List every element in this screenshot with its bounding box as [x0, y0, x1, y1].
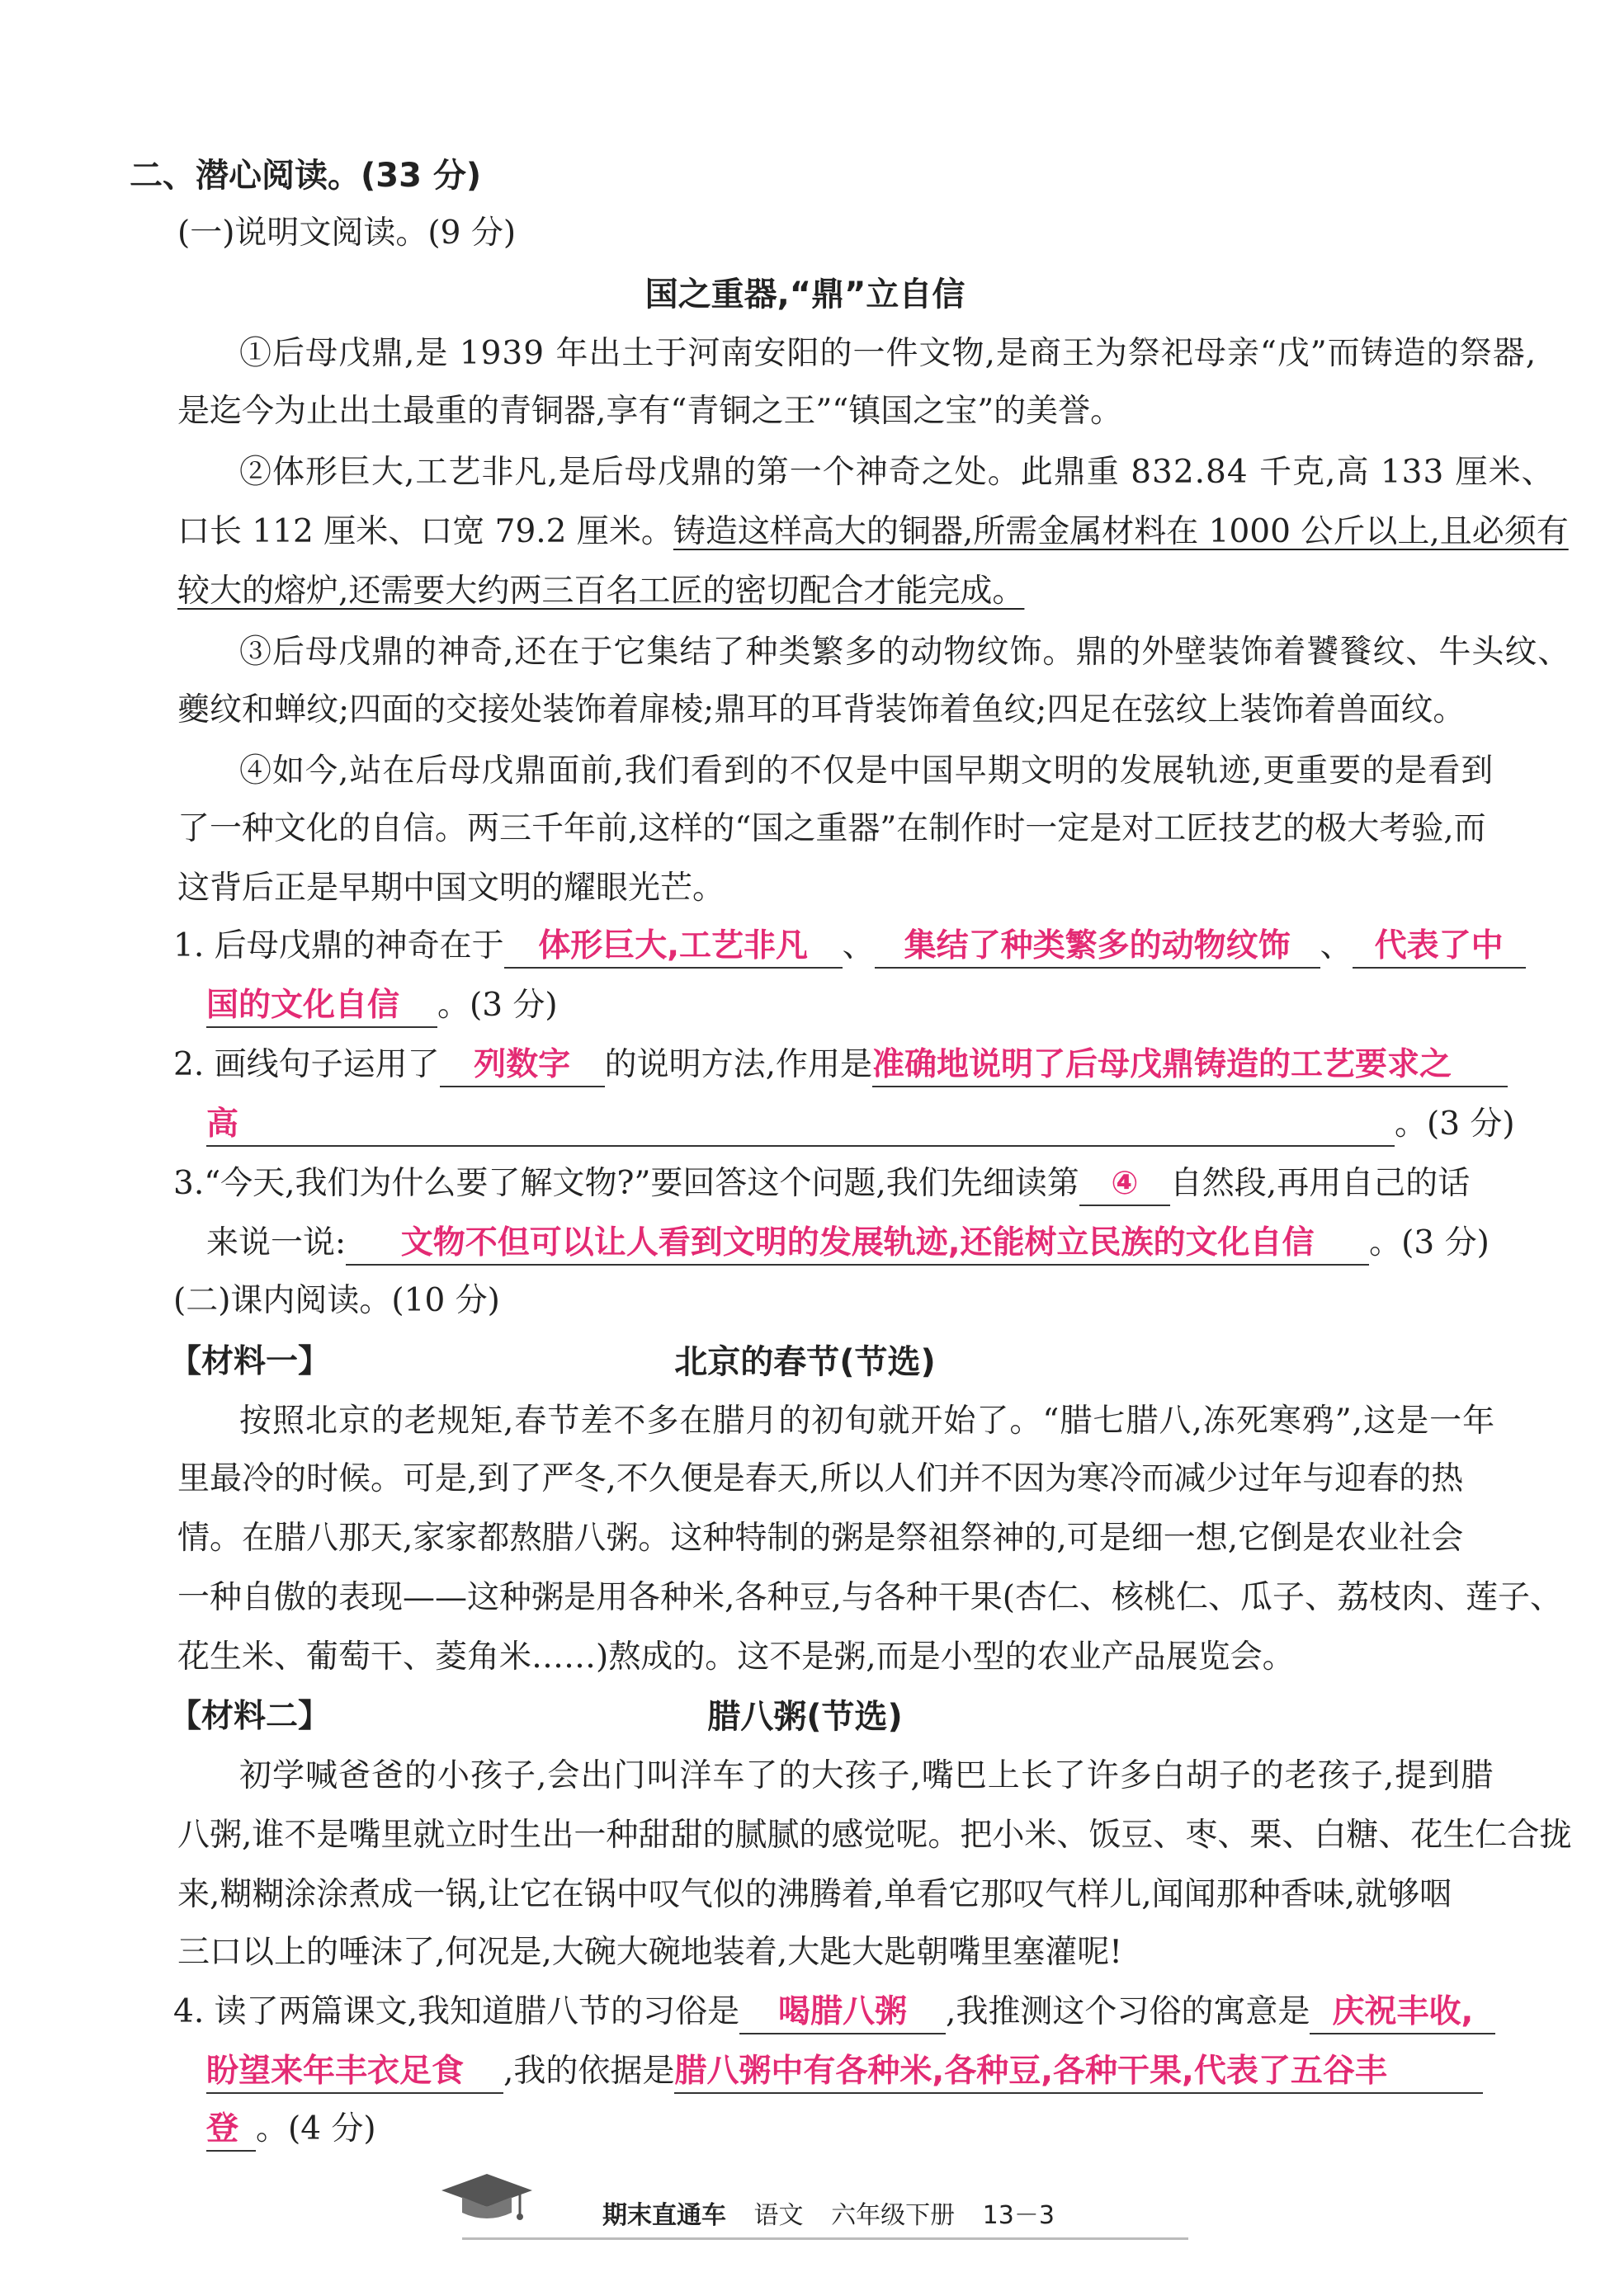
q1-answer-3a[interactable]: 代表了中 — [1353, 926, 1526, 969]
article1-title: 国之重器,“鼎”立自信 — [644, 276, 966, 314]
footer-page-number: 13－3 — [982, 2201, 1055, 2230]
q4-prefix: 4. 读了两篇课文,我知道腊八节的习俗是 — [173, 1993, 740, 2030]
question-2 — [173, 1044, 1508, 1087]
q3-line2-prefix: 来说一说: — [206, 1224, 347, 1261]
question-3-line2 — [206, 1223, 1490, 1266]
material1-title: 北京的春节(节选) — [674, 1343, 936, 1381]
material2-tag: 【材料二】 — [169, 1698, 331, 1735]
q3-answer-1[interactable]: ④ — [1079, 1163, 1170, 1206]
question-1 — [173, 926, 1526, 969]
article1-p3-line2: 夔纹和蝉纹;四面的交接处装饰着扉棱;鼎耳的耳背装饰着鱼纹;四足在弦纹上装饰着兽面纹。 — [177, 691, 1466, 728]
question-4-line3 — [206, 2109, 376, 2152]
footer-brand: 期末直通车 — [602, 2201, 726, 2230]
footer — [602, 2195, 1055, 2231]
article1-p2-line1: ②体形巨大,工艺非凡,是后母戊鼎的第一个神奇之处。此鼎重 832.84 千克,高 133 厘米、 — [239, 454, 1555, 491]
question-1-line2 — [206, 985, 558, 1028]
q1-prefix: 1. 后母戊鼎的神奇在于 — [173, 927, 504, 964]
article1-p3-line1: ③后母戊鼎的神奇,还在于它集结了种类繁多的动物纹饰。鼎的外壁装饰着饕餮纹、牛头纹、 — [239, 634, 1571, 671]
material1-line2: 里最冷的时候。可是,到了严冬,不久便是春天,所以人们并不因为寒冷而减少过年与迎春的热 — [177, 1460, 1464, 1497]
q1-score: 。(3 分) — [437, 987, 558, 1024]
material2-line1: 初学喊爸爸的小孩子,会出门叫洋车了的大孩子,嘴巴上长了许多白胡子的老孩子,提到腊 — [239, 1757, 1494, 1794]
q4-mid2: ,我的依据是 — [503, 2053, 675, 2090]
q4-answer-1[interactable]: 喝腊八粥 — [739, 1992, 946, 2034]
q2-answer-2b[interactable]: 高 — [206, 1104, 1395, 1147]
article1-p4-line2: 了一种文化的自信。两三千年前,这样的“国之重器”在制作时一定是对工匠技艺的极大考验,而 — [177, 810, 1486, 847]
material1-tag: 【材料一】 — [169, 1343, 331, 1380]
question-3 — [173, 1163, 1470, 1206]
q1-answer-2[interactable]: 集结了种类繁多的动物纹饰 — [875, 926, 1320, 969]
article1-p2-line3 — [177, 571, 1024, 612]
q4-answer-2a[interactable]: 庆祝丰收, — [1310, 1992, 1495, 2034]
q2-score: 。(3 分) — [1395, 1106, 1515, 1143]
q4-score: 。(4 分) — [256, 2110, 376, 2147]
q3-mid: 自然段,再用自己的话 — [1169, 1165, 1471, 1202]
q1-answer-3b[interactable]: 国的文化自信 — [206, 985, 437, 1028]
footer-grade: 六年级下册 — [831, 2201, 956, 2230]
material2-title: 腊八粥(节选) — [707, 1698, 903, 1736]
q1-answer-1[interactable]: 体形巨大,工艺非凡 — [504, 926, 843, 969]
material2-line4: 三口以上的唾沫了,何况是,大碗大碗地装着,大匙大匙朝嘴里塞灌呢! — [177, 1934, 1122, 1971]
question-2-line2 — [206, 1104, 1515, 1147]
q3-score: 。(3 分) — [1369, 1224, 1490, 1261]
article1-p2-line2 — [177, 512, 1569, 553]
q2-mid: 的说明方法,作用是 — [604, 1046, 873, 1083]
article1-p4-line1: ④如今,站在后母戊鼎面前,我们看到的不仅是中国早期文明的发展轨迹,更重要的是看到 — [239, 752, 1494, 790]
question-4-line2 — [206, 2051, 1483, 2094]
article1-p4-line3: 这背后正是早期中国文明的耀眼光芒。 — [177, 870, 725, 907]
q3-prefix: 3.“今天,我们为什么要了解文物?”要回答这个问题,我们先细读第 — [173, 1165, 1079, 1202]
q2-answer-1[interactable]: 列数字 — [440, 1044, 605, 1087]
material2-line2: 八粥,谁不是嘴里就立时生出一种甜甜的腻腻的感觉呢。把小米、饭豆、枣、栗、白糖、花生仁合拢 — [177, 1817, 1572, 1854]
material2-line3: 来,糊糊涂涂煮成一锅,让它在锅中叹气似的沸腾着,单看它那叹气样儿,闻闻那种香味,就够咽 — [177, 1876, 1452, 1913]
footer-divider — [462, 2237, 1188, 2240]
material1-line5: 花生米、葡萄干、菱角米……)熬成的。这不是粥,而是小型的农业产品展览会。 — [177, 1638, 1295, 1676]
material1-line1: 按照北京的老规矩,春节差不多在腊月的初旬就开始了。“腊七腊八,冻死寒鸦”,这是一年 — [239, 1403, 1496, 1440]
underlined-sentence-part2: 较大的熔炉,还需要大约两三百名工匠的密切配合才能完成。 — [177, 573, 1025, 610]
material1-line4: 一种自傲的表现——这种粥是用各种米,各种豆,与各种干果(杏仁、核桃仁、瓜子、荔枝肉、莲子、 — [177, 1579, 1563, 1616]
q2-answer-2a[interactable]: 准确地说明了后母戊鼎铸造的工艺要求之 — [872, 1044, 1508, 1087]
q2-prefix: 2. 画线句子运用了 — [173, 1046, 440, 1083]
q4-answer-3b[interactable]: 登 — [206, 2109, 256, 2152]
q3-answer-2[interactable]: 文物不但可以让人看到文明的发展轨迹,还能树立民族的文化自信 — [346, 1223, 1369, 1266]
graduation-cap-icon — [437, 2170, 536, 2231]
question-4 — [173, 1992, 1495, 2034]
section-title: 二、潜心阅读。(33 分) — [130, 157, 482, 195]
material1-line3: 情。在腊八那天,家家都熬腊八粥。这种特制的粥是祭祖祭神的,可是细一想,它倒是农业社会 — [177, 1520, 1464, 1557]
q4-answer-2b[interactable]: 盼望来年丰衣足食 — [206, 2051, 503, 2094]
footer-subject: 语文 — [753, 2201, 804, 2230]
q4-mid: ,我推测这个习俗的寓意是 — [946, 1993, 1310, 2030]
article1-p2-line2a: 口长 112 厘米、口宽 79.2 厘米。 — [177, 513, 673, 550]
article1-p1-line2: 是迄今为止出土最重的青铜器,享有“青铜之王”“镇国之宝”的美誉。 — [177, 393, 1123, 430]
q1-sep1: 、 — [842, 927, 875, 964]
article1-p1-line1: ①后母戊鼎,是 1939 年出土于河南安阳的一件文物,是商王为祭祀母亲“戊”而铸造的祭器, — [239, 335, 1537, 372]
q4-answer-3a[interactable]: 腊八粥中有各种米,各种豆,各种干果,代表了五谷丰 — [674, 2051, 1483, 2094]
q1-sep2: 、 — [1320, 927, 1353, 964]
part2-title: (二)课内阅读。(10 分) — [173, 1282, 500, 1319]
underlined-sentence-part1: 铸造这样高大的铜器,所需金属材料在 1000 公斤以上,且必须有 — [673, 513, 1569, 550]
part1-title: (一)说明文阅读。(9 分) — [177, 215, 517, 252]
